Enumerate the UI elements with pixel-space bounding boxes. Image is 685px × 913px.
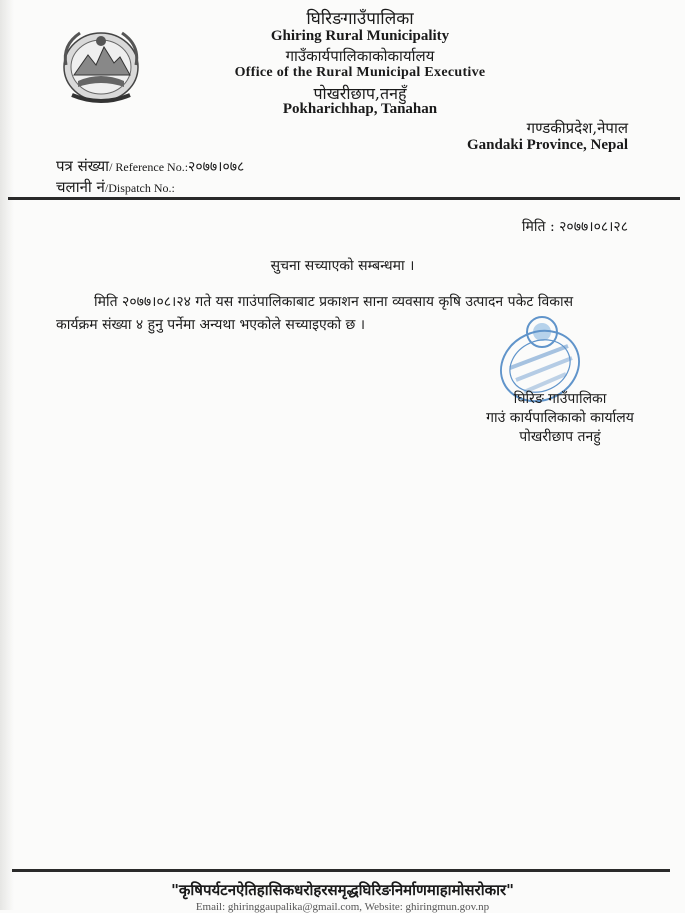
place-np: पोखरीछाप,तनहुँ xyxy=(313,84,407,103)
reference-label-en: / Reference No.: xyxy=(109,160,189,174)
office-name-en: Office of the Rural Municipal Executive xyxy=(234,65,486,80)
signature-line-1: घिरिङ गाउँपालिका xyxy=(513,391,607,407)
page-fold-shadow xyxy=(0,0,14,910)
letter-date: मिति : २०७७।०८।२८ xyxy=(521,219,628,235)
footer-divider xyxy=(12,869,670,872)
footer-slogan: "कृषिपर्यटनऐतिहासिकधरोहरसमृद्धघिरिङनिर्माणमाहामोसरोकार" xyxy=(171,881,514,899)
reference-value: २०७७।०७८ xyxy=(188,159,245,175)
dispatch-label-en: /Dispatch No.: xyxy=(104,181,175,195)
municipality-name-en: Ghiring Rural Municipality xyxy=(270,28,450,44)
letter-body-line-1: मिति २०७७।०८।२४ गते यस गाउंपालिकाबाट प्रकाशन साना व्यवसाय कृषि उत्पादन पकेट विकास xyxy=(94,294,574,310)
letter-body-line-2: कार्यक्रम संख्या ४ हुनु पर्नेमा अन्यथा भएकोले सच्याइएको छ । xyxy=(56,317,366,333)
letter-subject: सुचना सच्याएको सम्बन्धमा । xyxy=(270,258,415,274)
signature-line-2: गाउं कार्यपालिकाको कार्यालय xyxy=(486,410,634,426)
place-en: Pokharichhap, Tanahan xyxy=(282,101,438,117)
signature-line-3: पोखरीछाप तनहुं xyxy=(519,429,601,445)
province-en: Gandaki Province, Nepal xyxy=(467,137,628,153)
footer-contact: Email: ghiringgaupalika@gmail.com, Website: ghiringmun.gov.np xyxy=(195,901,490,913)
header-divider xyxy=(8,197,680,200)
municipality-name-np: घिरिङगाउँपालिका xyxy=(306,9,414,29)
office-name-np: गाउँकार्यपालिकाकोकार्यालय xyxy=(285,47,435,65)
reference-label-np: पत्र संख्या xyxy=(56,157,110,175)
province-np: गण्डकीप्रदेश,नेपाल xyxy=(526,119,628,137)
dispatch-number xyxy=(56,177,175,197)
nepal-emblem-icon xyxy=(58,25,144,105)
dispatch-label-np: चलानी नं xyxy=(56,178,105,196)
reference-number xyxy=(56,156,244,176)
